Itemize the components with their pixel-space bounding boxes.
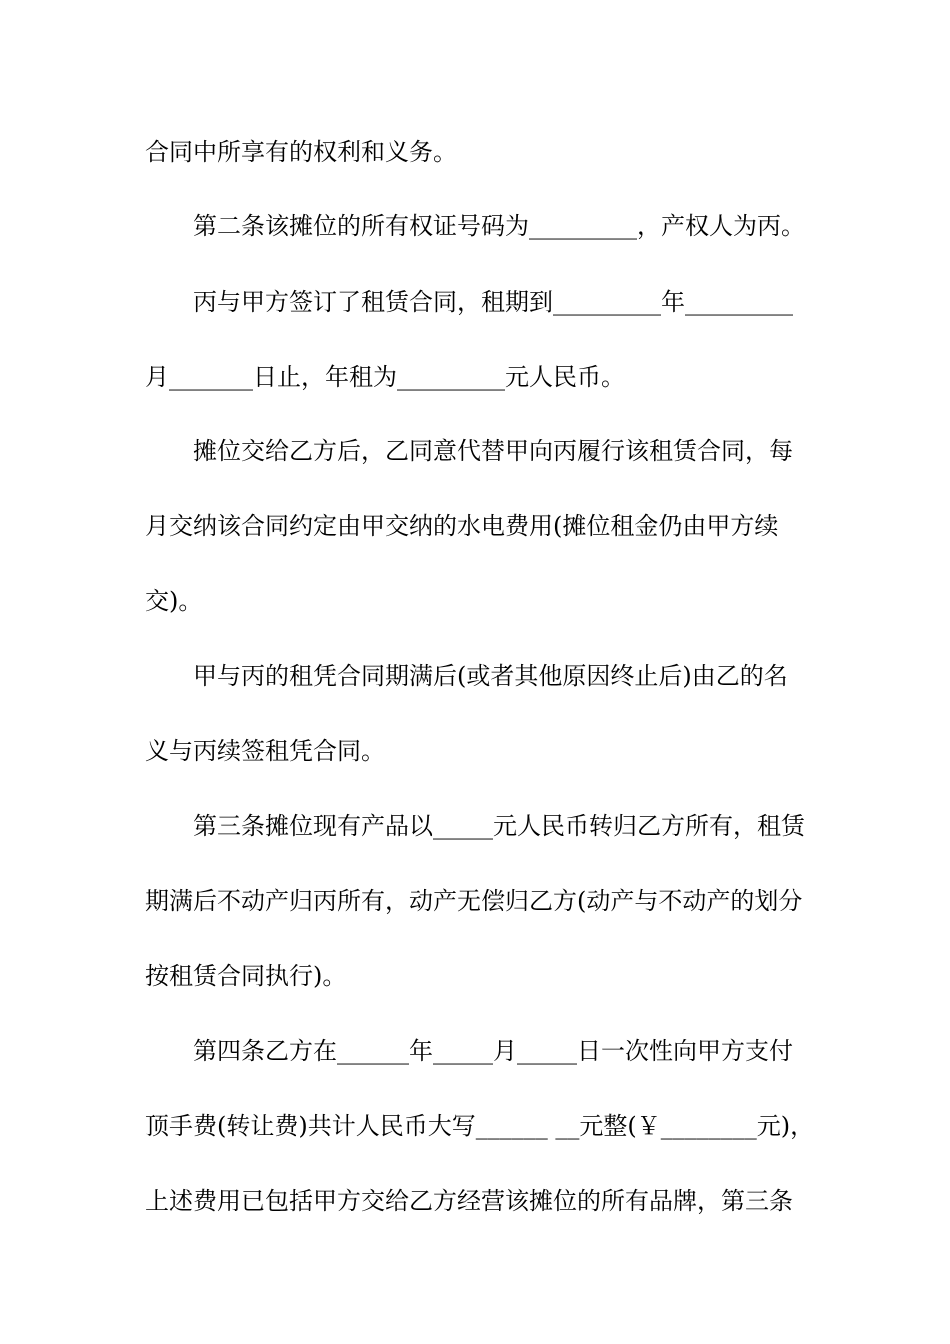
paragraph-line: 第四条乙方在______年_____月_____日一次性向甲方支付: [193, 1037, 793, 1065]
paragraph-line: 第二条该摊位的所有权证号码为_________，产权人为丙。: [193, 212, 805, 240]
paragraph-line: 交)。: [145, 587, 203, 615]
paragraph-line: 月交纳该合同约定由甲交纳的水电费用(摊位租金仍由甲方续: [145, 512, 779, 540]
paragraph-line: 顶手费(转让费)共计人民币大写______ __元整(￥________元)，: [145, 1112, 815, 1140]
paragraph-line: 义与丙续签租凭合同。: [145, 737, 385, 765]
paragraph-line: 上述费用已包括甲方交给乙方经营该摊位的所有品牌，第三条: [145, 1187, 793, 1215]
paragraph-line: 合同中所享有的权利和义务。: [145, 138, 457, 166]
paragraph-line: 第三条摊位现有产品以_____元人民币转归乙方所有，租赁: [193, 812, 805, 840]
paragraph-line: 期满后不动产归丙所有，动产无偿归乙方(动产与不动产的划分: [145, 887, 803, 915]
paragraph-line: 月_______日止，年租为_________元人民币。: [145, 363, 625, 391]
paragraph-line: 丙与甲方签订了租赁合同，租期到_________年_________: [193, 288, 793, 316]
paragraph-line: 甲与丙的租凭合同期满后(或者其他原因终止后)由乙的名: [193, 662, 788, 690]
paragraph-line: 按租赁合同执行)。: [145, 962, 347, 990]
paragraph-line: 摊位交给乙方后，乙同意代替甲向丙履行该租赁合同，每: [193, 437, 793, 465]
